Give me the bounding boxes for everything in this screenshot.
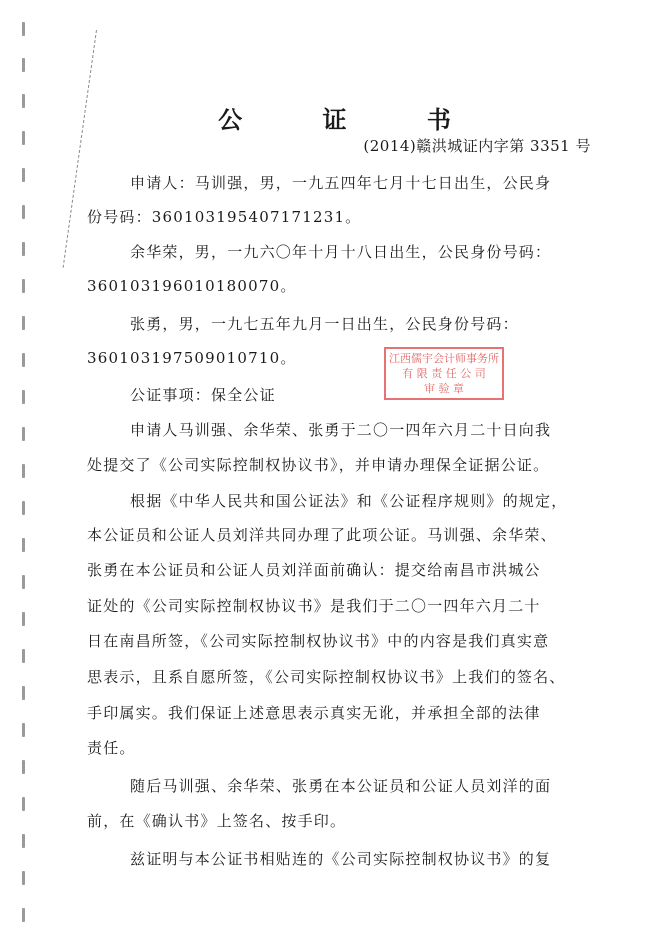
seal-line: 有 限 责 任 公 司 — [402, 367, 486, 380]
text-line: 申请人：马训强，男，一九五四年七月十七日出生，公民身 — [130, 174, 552, 192]
binding-hole — [22, 538, 25, 552]
binding-hole — [22, 760, 25, 774]
audit-seal-stamp — [384, 347, 504, 400]
text-line: 前，在《确认书》上签名、按手印。 — [87, 812, 347, 830]
text-line: 360103196010180070。 — [87, 277, 297, 295]
binding-hole — [22, 501, 25, 515]
binding-hole — [22, 242, 25, 256]
binding-edge — [0, 0, 40, 946]
binding-hole — [22, 908, 25, 922]
scan-mark — [63, 30, 100, 268]
binding-hole — [22, 205, 25, 219]
text-line: 责任。 — [87, 739, 136, 757]
binding-hole — [22, 58, 25, 72]
text-line: 思表示，且系自愿所签，《公司实际控制权协议书》上我们的签名、 — [87, 668, 566, 686]
text-line: 证处的《公司实际控制权协议书》是我们于二〇一四年六月二十 — [87, 597, 541, 615]
seal-line: 审 验 章 — [424, 382, 464, 395]
binding-hole — [22, 834, 25, 848]
binding-hole — [22, 22, 25, 36]
binding-hole — [22, 575, 25, 589]
text-line: 处提交了《公司实际控制权协议书》，并申请办理保全证据公证。 — [87, 456, 550, 474]
text-line: 公证事项：保全公证 — [130, 386, 276, 404]
binding-hole — [22, 797, 25, 811]
text-line: 日在南昌所签，《公司实际控制权协议书》中的内容是我们真实意 — [87, 632, 550, 650]
text-line: 手印属实。我们保证上述意思表示真实无讹，并承担全部的法律 — [87, 704, 541, 722]
binding-hole — [22, 279, 25, 293]
binding-hole — [22, 723, 25, 737]
binding-hole — [22, 871, 25, 885]
binding-hole — [22, 427, 25, 441]
text-line: 随后马训强、余华荣、张勇在本公证员和公证人员刘洋的面 — [130, 777, 552, 795]
binding-hole — [22, 686, 25, 700]
text-line: 张勇在本公证员和公证人员刘洋面前确认：提交给南昌市洪城公 — [87, 561, 541, 579]
text-line: 张勇，男，一九七五年九月一日出生，公民身份号码： — [130, 315, 519, 333]
text-line: 申请人马训强、余华荣、张勇于二〇一四年六月二十日向我 — [130, 421, 552, 439]
seal-line: 江西儒宇会计师事务所 — [389, 352, 499, 365]
binding-hole — [22, 390, 25, 404]
text-line: 本公证员和公证人员刘洋共同办理了此项公证。马训强、余华荣、 — [87, 526, 557, 544]
binding-hole — [22, 464, 25, 478]
binding-hole — [22, 316, 25, 330]
text-line: 余华荣，男，一九六〇年十月十八日出生，公民身份号码： — [130, 243, 552, 261]
text-line: 根据《中华人民共和国公证法》和《公证程序规则》的规定， — [130, 492, 568, 510]
document-number: (2014)赣洪城证内字第 3351 号 — [363, 137, 591, 155]
text-line: 兹证明与本公证书相贴连的《公司实际控制权协议书》的复 — [130, 850, 552, 868]
binding-hole — [22, 168, 25, 182]
binding-hole — [22, 353, 25, 367]
binding-hole — [22, 612, 25, 626]
document-title: 公 证 书 — [218, 105, 487, 134]
text-line: 360103197509010710。 — [87, 349, 297, 367]
binding-hole — [22, 649, 25, 663]
text-line: 份号码：360103195407171231。 — [87, 208, 362, 226]
